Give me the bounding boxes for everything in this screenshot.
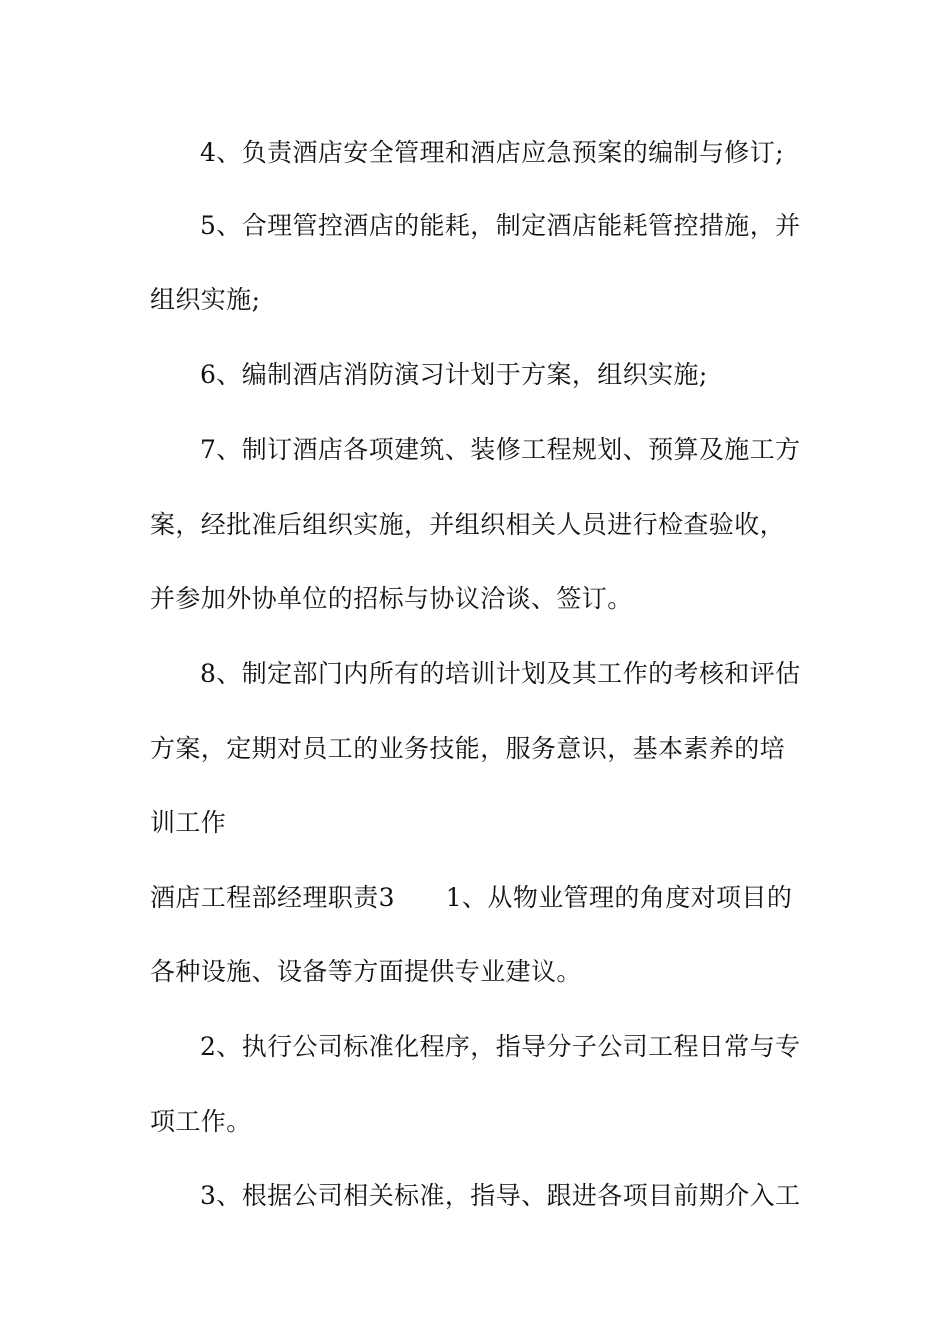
text-line-11: 酒店工程部经理职责3 1、从物业管理的角度对项目的 [150,883,793,912]
text-line-12: 各种设施、设备等方面提供专业建议。 [150,957,582,986]
text-line-6: 案，经批准后组织实施，并组织相关人员进行检查验收， [150,510,786,539]
text-line-4: 6、编制酒店消防演习计划于方案，组织实施; [200,360,708,389]
text-line-10: 训工作 [150,808,227,837]
text-line-1: 4、负责酒店安全管理和酒店应急预案的编制与修订; [200,138,784,167]
text-line-2: 5、合理管控酒店的能耗，制定酒店能耗管控措施，并 [200,211,801,240]
text-line-13: 2、执行公司标准化程序，指导分子公司工程日常与专 [200,1032,801,1061]
text-line-8: 8、制定部门内所有的培训计划及其工作的考核和评估 [200,659,801,688]
text-line-15: 3、根据公司相关标准，指导、跟进各项目前期介入工 [200,1181,801,1210]
text-line-3: 组织实施; [150,285,261,314]
text-line-14: 项工作。 [150,1107,252,1136]
text-line-5: 7、制订酒店各项建筑、装修工程规划、预算及施工方 [200,435,801,464]
text-line-7: 并参加外协单位的招标与协议洽谈、签订。 [150,584,633,613]
text-line-9: 方案，定期对员工的业务技能，服务意识，基本素养的培 [150,734,786,763]
